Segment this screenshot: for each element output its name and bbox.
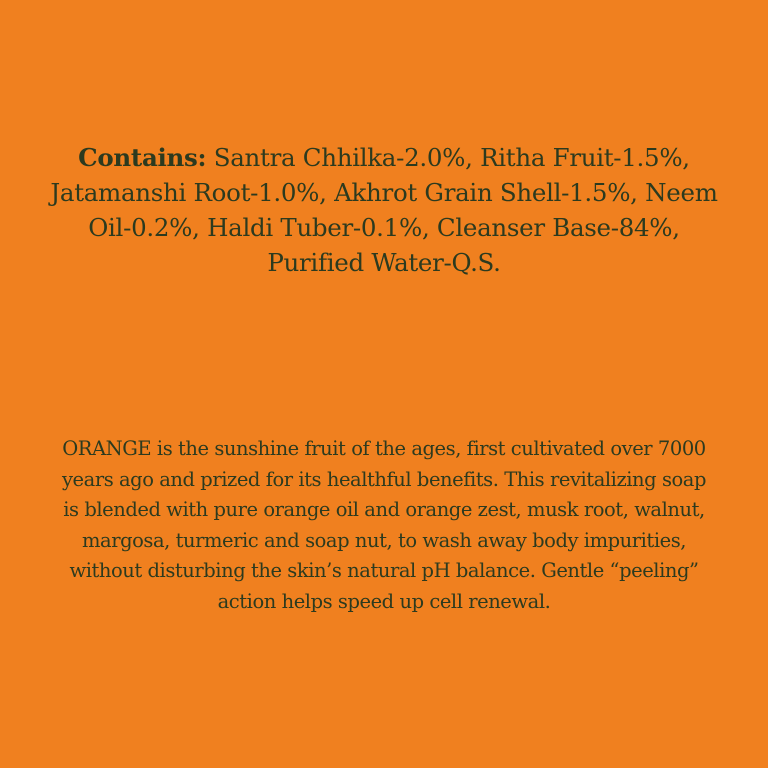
ingredients-label: Contains: [78,143,207,172]
description-line: margosa, turmeric and soap nut, to wash away body impurities, [81,528,686,552]
ingredients-line: Oil-0.2%, Haldi Tuber-0.1%, Cleanser Base-84%, [88,213,680,242]
description-line: action helps speed up cell renewal. [217,589,551,613]
ingredients-line: Jatamanshi Root-1.0%, Akhrot Grain Shell-1.5%, Neem [50,178,718,207]
description-line: ORANGE is the sunshine fruit of the ages, first cultivated over 7000 [62,437,706,460]
product-description [0,434,768,617]
ingredients-line [0,140,768,175]
description-line: is blended with pure orange oil and orange zest, musk root, walnut, [63,498,705,521]
description-line: years ago and prized for its healthful benefits. This revitalizing soap [61,467,706,491]
ingredients-text: Santra Chhilka-2.0%, Ritha Fruit-1.5%, [206,143,690,172]
ingredients-list [0,140,768,280]
description-line: without disturbing the skin’s natural pH balance. Gentle “peeling” [69,559,699,582]
ingredients-line: Purified Water-Q.S. [267,248,501,277]
